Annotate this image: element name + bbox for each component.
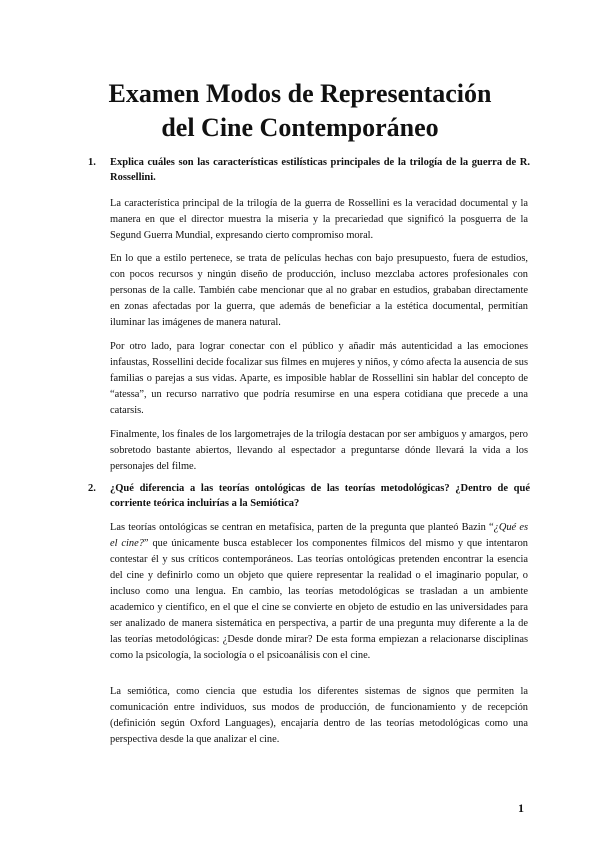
answer-2-paragraph-2: La semiótica, como ciencia que estudia los diferentes sistemas de signos que permiten la comunicación entre individuos, sus modos de producción, de funcionamiento y de recepción (definición según Oxford Languages), encajaría dentro de las teorías metodológicas como una perspectiva desde la que analizar el cine. <box>110 686 528 745</box>
page-number: 1 <box>518 801 524 815</box>
question-2 <box>90 481 530 511</box>
answer-1-paragraph-1: La característica principal de la trilogía de la guerra de Rossellini es la veracidad documental y la manera en que el director muestra la miseria y la precariedad que significó la posguerra de la Segund Guerra Mundial, expresando cierto compromiso moral. <box>110 198 528 241</box>
question-text: Explica cuáles son las características estilísticas principales de la trilogía de la guerra de R. Rossellini. <box>110 157 530 183</box>
title-line-1: Examen Modos de Representación <box>108 79 492 108</box>
answer-2-text-after: ” que únicamente busca establecer los componentes fílmicos del mismo y que intentaron contestar él y sus críticos contemporáneos. Las teorías ontológicas pretenden encontrar la esencia del cine y definirlo como un objeto que quiere representar la realidad o el imaginario popular, o incluso como una lengua. En cambio, las teorías metodológicas se trasladan a un ambiente academico y científico, en el que el cine se convierte en objeto de estudio en las universidades para ser analizado de manera sistemática en perspectiva, a partir de una pregunta muy diferente a la de las teorías metodológicas: ¿Desde donde mirar? De esta forma empiezan a relacionarse disciplinas como la psicología, la sociología o el psicoanálisis con el cine. <box>110 538 528 661</box>
page-title <box>70 77 530 145</box>
question-1 <box>90 155 530 185</box>
answer-1-paragraph-4: Finalmente, los finales de los largometrajes de la trilogía destacan por ser ambiguos y amargos, pero sobretodo bastante abiertos, llevando al espectador a preguntarse dónde llevará la vida a los personajes del filme. <box>110 429 528 472</box>
question-number: 2. <box>88 483 96 494</box>
answer-1-paragraph-2: En lo que a estilo pertenece, se trata de películas hechas con bajo presupuesto, fuera de estudios, con pocos recursos y ningún diseño de producción, incluso mezclaba actores profesionales con personas de la calle. También cabe mencionar que al no grabar en estudios, grababan directamente en zonas afectadas por la guerra, que además de beneficiar a la estética documental, permitían iluminar las imágenes de manera natural. <box>110 253 528 328</box>
answer-2-paragraph-1 <box>110 520 528 664</box>
answer-2-italic-quote: ¿Qué es el cine? <box>110 522 528 549</box>
question-number: 1. <box>88 157 96 168</box>
answer-1-paragraph-3: Por otro lado, para lograr conectar con el público y añadir más autenticidad a las emociones infaustas, Rossellini decide focalizar sus filmes en mujeres y niños, y cómo afecta la ausencia de sus familias o parejas a sus vidas. Aparte, es imposible hablar de Rossellini sin hablar del concepto de “atessa”, un recurso narrativo que podría resumirse en una espera cotidiana que precede a una catarsis. <box>110 341 528 416</box>
question-text: ¿Qué diferencia a las teorías ontológicas de las teorías metodológicas? ¿Dentro de qué corriente teórica incluirías a la Semiótica? <box>110 483 530 509</box>
answer-2-text-before: Las teorías ontológicas se centran en metafísica, parten de la pregunta que planteó Bazin “ <box>110 522 494 533</box>
title-line-2: del Cine Contemporáneo <box>161 113 439 142</box>
